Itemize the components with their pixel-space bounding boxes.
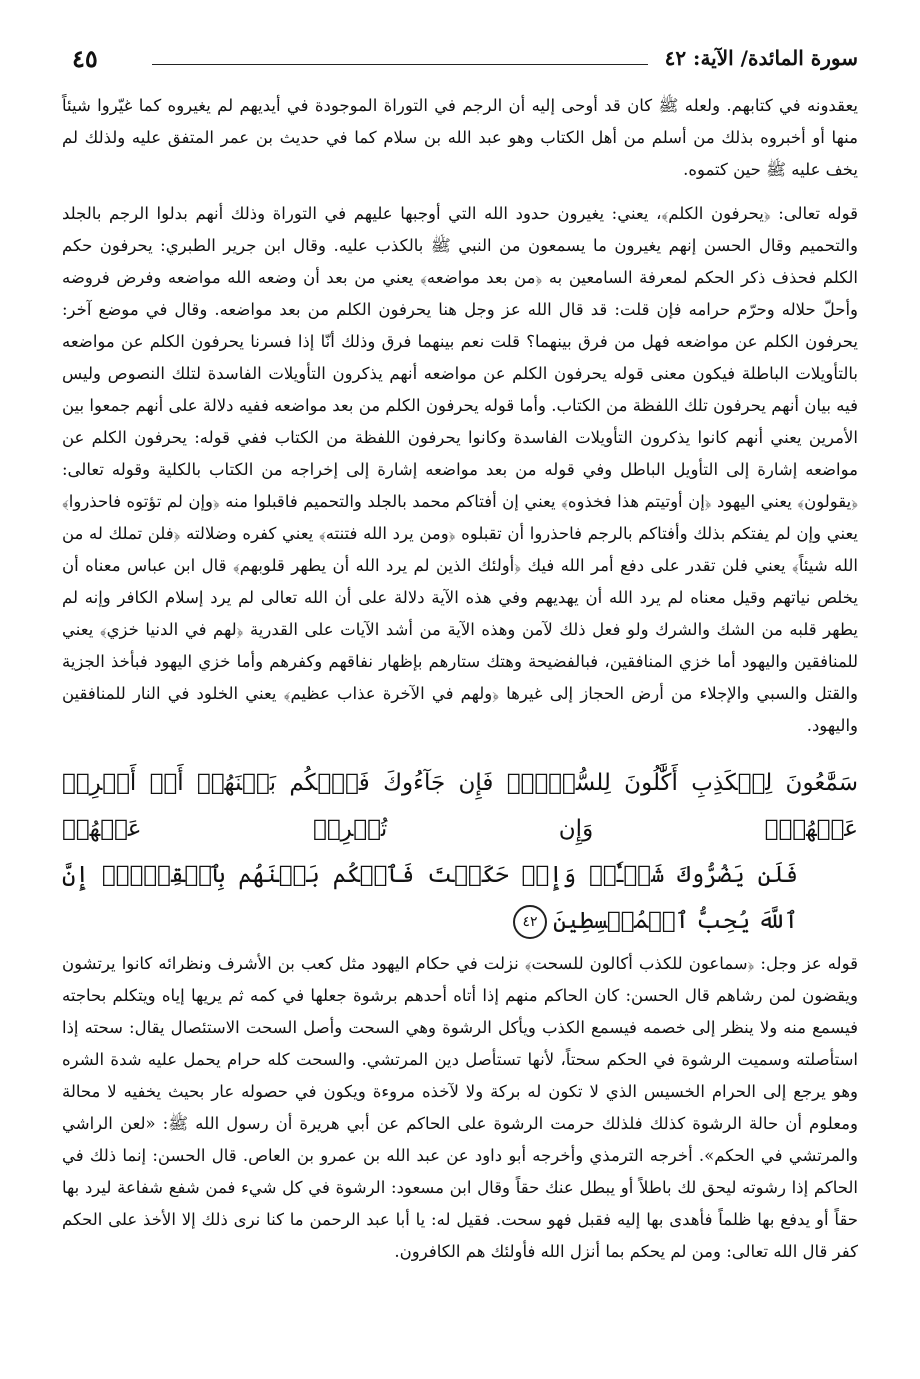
page	[62, 40, 858, 1268]
verse-line-2	[62, 852, 858, 944]
paragraph-2: قوله تعالى: ﴿يحرفون الكلم﴾، يعني: يغيرون حدود الله التي أوجبها عليهم في التوراة وذلك أنهم بدلوا الرجم بالجلد والتحميم وقال الحسن إنهم يغيرون ما يسمعون من النبي ﷺ بالكذب عليه. وقال ابن جرير الطبري: يحرفون حكم الكلم فحذف ذكر الحكم لمعرفة السامعين به ﴿من بعد مواضعه﴾ يعني من بعد أن وضعه الله مواضعه وفرض فروضه وأحلّ حلاله وحرّم حرامه فإن قلت: قد قال الله عز وجل هنا يحرفون الكلم من بعد مواضعه. وقال في موضع آخر: يحرفون الكلم عن مواضعه فهل من فرق بينهما؟ قلت نعم بينهما فرق وذلك أنّا إذا فسرنا يحرفون الكلم عن مواضعه بالتأويلات الباطلة فيكون معنى قوله يحرفون الكلم عن مواضعه أنهم يذكرون التأويلات الفاسدة لتلك النصوص وليس فيه بيان أنهم يحرفون تلك اللفظة من الكتاب. وأما قوله يحرفون الكلم من بعد مواضعه ففيه دلالة على أنهم جمعوا بين الأمرين يعني أنهم كانوا يذكرون التأويلات الفاسدة وكانوا يحرفون اللفظة من الكتاب ففي قوله: يحرفون الكلم عن مواضعه إشارة إلى التأويل الباطل وفي قوله من بعد مواضعه إشارة إلى إخراجه من الكتاب بالكلية وقوله تعالى: ﴿يقولون﴾ يعني اليهود ﴿إن أوتيتم هذا فخذوه﴾ يعني إن أفتاكم محمد بالجلد والتحميم فاقبلوا منه ﴿وإن لم تؤتوه فاحذروا﴾ يعني وإن لم يفتكم بذلك وأفتاكم بالرجم فاحذروا أن تقبلوه ﴿ومن يرد الله فتنته﴾ يعني كفره وضلالته ﴿فلن تملك له من الله شيئاً﴾ يعني فلن تقدر على دفع أمر الله فيك ﴿أولئك الذين لم يرد الله أن يطهر قلوبهم﴾ قال ابن عباس معناه أن يخلص نياتهم وقيل معناه لم يرد الله أن يهديهم وفي هذه الآية دلالة على أن الله تعالى لم يرد إسلام الكافر وإنه لم يطهر قلبه من الشك والشرك ولو فعل ذلك لآمن وهذه الآية من أشد الآيات على القدرية ﴿لهم في الدنيا خزي﴾ يعني للمنافقين واليهود أما خزي المنافقين، فبالفضيحة وهتك ستارهم بإظهار نفاقهم وكفرهم وأما خزي اليهود فبأخذ الجزية والقتل والسبي والإجلاء من أرض الحجاز إلى غيرها ﴿ولهم في الآخرة عذاب عظيم﴾ يعني الخلود في النار للمنافقين واليهود.	[62, 204, 858, 735]
header-rule	[152, 64, 648, 65]
quran-verse	[62, 760, 858, 944]
paragraph-3: قوله عز وجل: ﴿سماعون للكذب أكالون للسحت﴾ نزلت في حكام اليهود مثل كعب بن الأشرف ونظرائه كانوا يرتشون ويقضون لمن رشاهم قال الحسن: كان الحاكم منهم إذا أتاه أحدهم برشوة جعلها في كمه ثم يريها إياه ويتكلم بحاجته فيسمع منه ولا ينظر إلى خصمه فيسمع الكذب ويأكل الرشوة وهي السحت وأصل السحت الاستئصال يقال: سحته إذا استأصلته وسميت الرشوة في الحكم سحتاً، لأنها تستأصل دين المرتشي. والسحت كله حرام يحمل عليه شدة الشره وهو يرجع إلى الحرام الخسيس الذي لا تكون له بركة ولا لآخذه مروءة ويكون في حصوله عار بحيث يخفيه لا محالة ومعلوم أن حالة الرشوة كذلك فلذلك حرمت الرشوة على الحاكم عن أبي هريرة أن رسول الله ﷺ: «لعن الراشي والمرتشي في الحكم». أخرجه الترمذي وأخرجه أبو داود عن عبد الله بن عمرو بن العاص. قال الحسن: إنما ذلك في الحاكم إذا رشوته ليحق لك باطلاً أو يبطل عنك حقاً وقال ابن مسعود: الرشوة في كل شيء فمن شفع شفاعة ليرد بها حقاً أو يدفع بها ظلماً فأهدى بها إليه فقبل فهو سحت. فقيل له: يا أبا عبد الرحمن ما كنا نرى ذلك إلا الأخذ على الحكم كفر قال الله تعالى: ومن لم يحكم بما أنزل الله فأولئك هم الكافرون.	[62, 954, 858, 1261]
verse-line-1: سَمَّٰعُونَ لِلۡكَذِبِ أَكَّٰلُونَ لِلسُّحۡتِۚ فَإِن جَآءُوكَ فَٱحۡكُم بَيۡنَهُمۡ أَوۡ أَعۡرِضۡ عَنۡهُمۡۖ وَإِن تُعۡرِضۡ عَنۡهُمۡ	[62, 770, 858, 842]
verse-line-2-text: فَلَن يَضُرُّوكَ شَيۡـٔٗاۖ وَإِنۡ حَكَمۡتَ فَٱحۡكُم بَيۡنَهُم بِٱلۡقِسۡطِۚ إِنَّ ٱللَّهَ يُحِبُّ ٱلۡمُقۡسِطِينَ	[62, 862, 798, 934]
ayah-number-mark: ٤٢	[513, 905, 547, 939]
paragraph-1: يعقدونه في كتابهم. ولعله ﷺ كان قد أوحى إليه أن الرجم في التوراة الموجودة في أيديهم لم يغيروه كما غيّروا شيئاً منها أو أخبروه بذلك من أسلم من أهل الكتاب وهو عبد الله بن سلام كما في حديث بن عمر المتفق عليه ولذلك لم يخف عليه ﷺ حين كتموه.	[62, 96, 858, 179]
running-title: سورة المائدة/ الآية: ٤٢	[664, 46, 858, 70]
page-number: ٤٥	[72, 44, 98, 73]
page-header	[62, 40, 858, 80]
